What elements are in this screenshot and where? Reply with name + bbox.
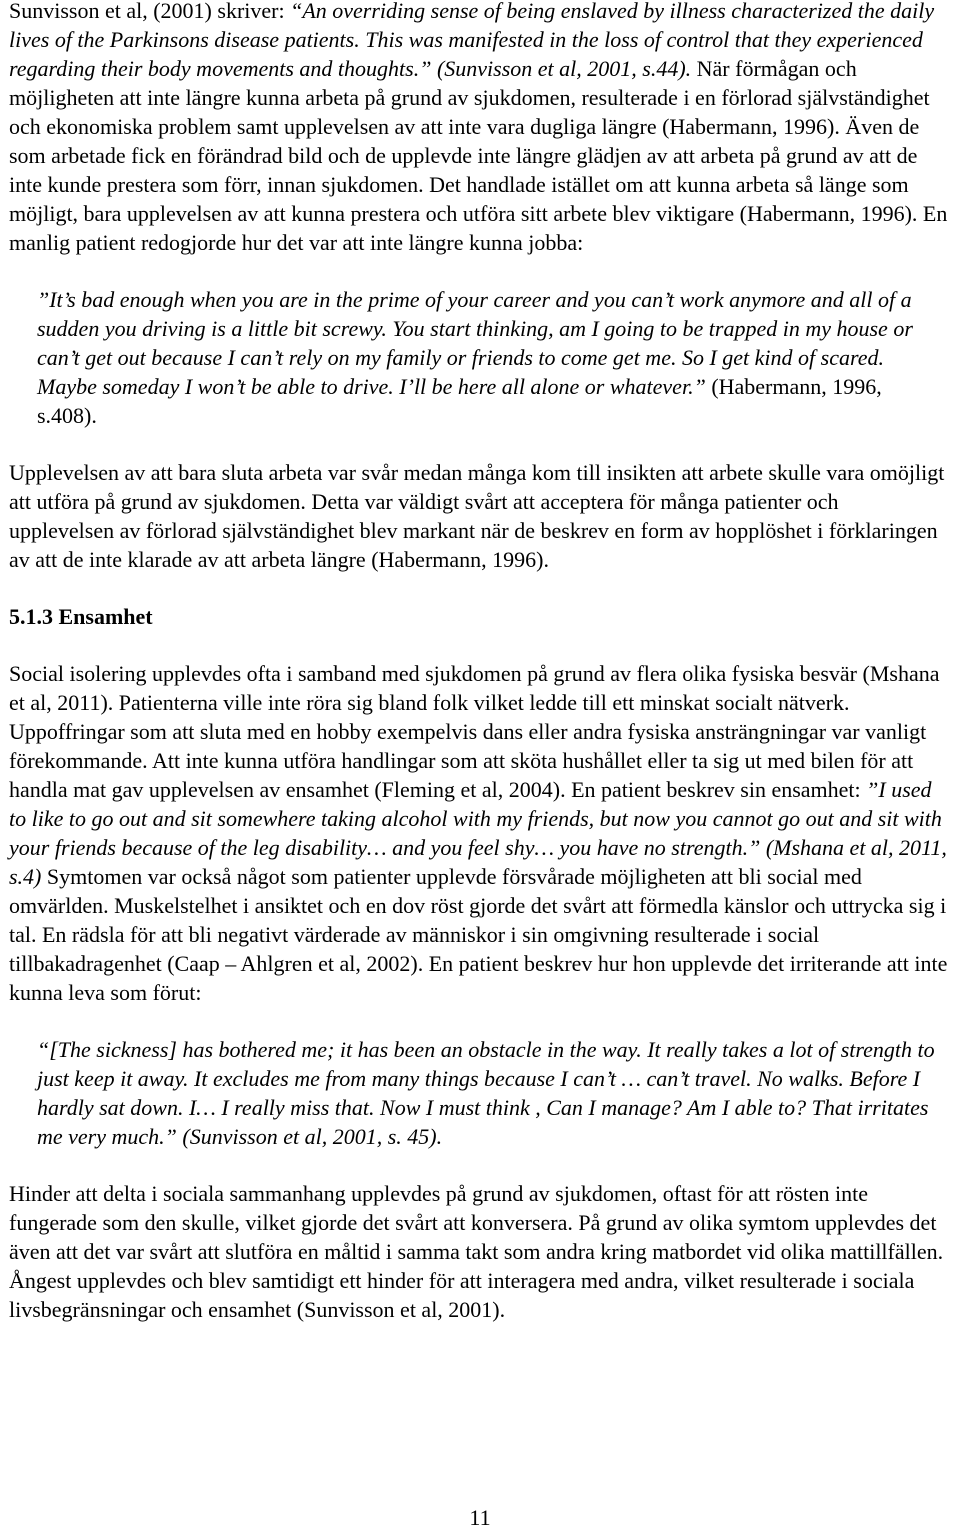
paragraph-social-isolation-body: Symtomen var också något som patienter upplevde försvårade möjligheten att bli social med omvärlden. Muskelstelhet i ansiktet och en dov röst gjorde det svårt att förmedla känslor och uttrycka sig i tal. En rädsla för att bli negativt värderade av människor i sin omgivning resulterade i social tillbakadragenhet (Caap – Ahlgren et al, 2002). En patient beskrev hur hon upplevde det irriterande att inte kunna leva som förut: xyxy=(9,864,948,1005)
block-quote-habermann-text: ”It’s bad enough when you are in the prime of your career and you can’t work anymore and all of a sudden you driving is a little bit screwy. You start thinking, am I going to be trapped in my house or can’t get out because I can’t rely on my family or friends to come get me. So I get kind of scared. Maybe someday I won’t be able to drive. I’ll be here all alone or whatever.” xyxy=(37,287,913,399)
block-quote-habermann-citation: (Habermann, 1996, s.408). xyxy=(37,374,882,428)
paragraph-intro-body: När förmågan och möjligheten att inte längre kunna arbeta på grund av sjukdomen, resulterade i en förlorad självständighet och ekonomiska problem samt upplevelsen av att inte vara dugliga längre (Habermann, 1996). Även de som arbetade fick en förändrad bild och de upplevde inte längre glädjen av att arbeta på grund av att de inte kunde prestera som förr, innan sjukdomen. Det handlade istället om att kunna arbeta så länge som möjligt, bara upplevelsen av att kunna prestera och utföra sitt arbete blev viktigare (Habermann, 1996). En manlig patient redogjorde hur det var att inte längre kunna jobba: xyxy=(9,56,948,255)
paragraph-intro xyxy=(9,0,949,257)
inline-quote-sunvisson: “An overriding sense of being enslaved by illness characterized the daily lives of the Parkinsons disease patients. This was manifested in the loss of control that they experienced regarding their body movements and thoughts.” (Sunvisson et al, 2001, s.44). xyxy=(9,0,935,81)
block-quote-habermann xyxy=(37,285,939,430)
block-quote-sunvisson: “[The sickness] has bothered me; it has been an obstacle in the way. It really takes a lot of strength to just keep it away. It excludes me from many things because I can’t … can’t travel. No walks. Before I hardly sat down. I… I really miss that. Now I must think , Can I manage? Am I able to? That irritates me very much.” (Sunvisson et al, 2001, s. 45). xyxy=(37,1037,935,1149)
paragraph-work-loss: Upplevelsen av att bara sluta arbeta var svår medan många kom till insikten att arbete skulle vara omöjligt att utföra på grund av sjukdomen. Detta var väldigt svårt att acceptera för många patienter och upplevelsen av förlorad självständighet blev markant när de beskrev en form av hopplöshet i förklaringen av att de inte klarade av att arbeta längre (Habermann, 1996). xyxy=(9,460,945,572)
paragraph-social-isolation xyxy=(9,659,949,1007)
section-heading: 5.1.3 Ensamhet xyxy=(9,604,153,629)
inline-quote-mshana: ”I used to like to go out and sit somewhere taking alcohol with my friends, but now you cannot go out and sit with your friends because of the leg disability… and you feel shy… you have no strength.” (Mshana et al, 2011, s.4) xyxy=(9,777,947,889)
page-number: 11 xyxy=(469,1505,491,1530)
paragraph-social-barriers: Hinder att delta i sociala sammanhang upplevdes på grund av sjukdomen, oftast för att rösten inte fungerade som den skulle, vilket gjorde det svårt att konversera. På grund av olika symtom upplevdes det även att det var svårt att slutföra en måltid i samma takt som andra kring matbordet vid olika mattillfällen. Ångest upplevdes och blev samtidigt ett hinder för att interagera med andra, vilket resulterade i sociala livsbegränsningar och ensamhet (Sunvisson et al, 2001). xyxy=(9,1181,944,1322)
document-page xyxy=(9,0,949,1324)
paragraph-social-isolation-lead: Social isolering upplevdes ofta i samband med sjukdomen på grund av flera olika fysiska besvär (Mshana et al, 2011). Patienterna ville inte röra sig bland folk vilket ledde till ett minskat socialt nätverk. Uppoffringar som att sluta med en hobby exempelvis dans eller andra fysiska ansträngningar var vanligt förekommande. Att inte kunna utföra handlingar som att sköta hushållet eller ta sig ut med bilen för att handla mat gav upplevelsen av ensamhet (Fleming et al, 2004). En patient beskrev sin ensamhet: xyxy=(9,661,940,802)
paragraph-intro-lead: Sunvisson et al, (2001) skriver: xyxy=(9,0,291,23)
